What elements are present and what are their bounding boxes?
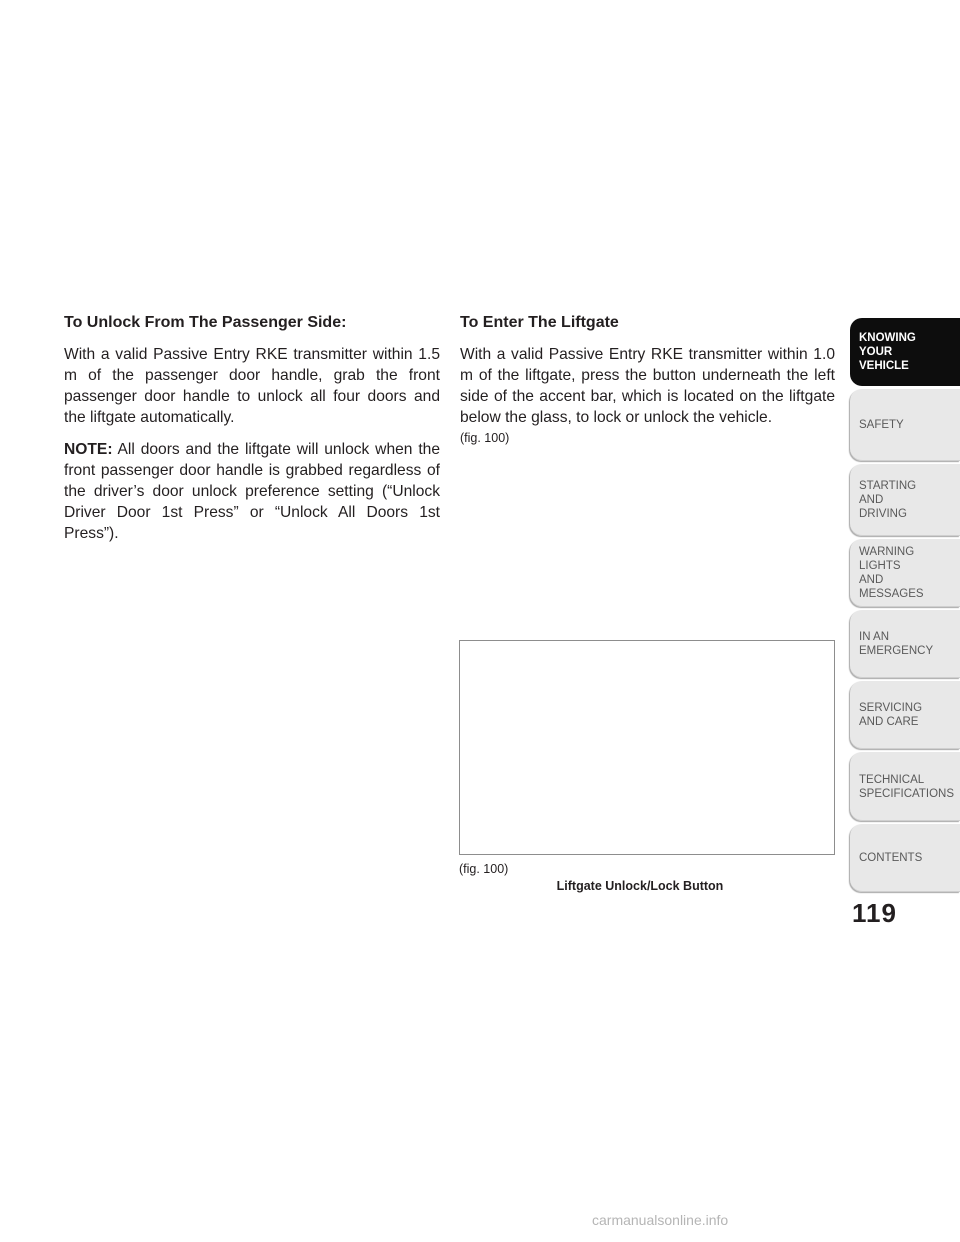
watermark: carmanualsonline.info: [592, 1212, 729, 1228]
note-text: All doors and the liftgate will unlock when the front passenger door handle is grabbed regardless of the driver’s door unlock preference setting (“Unlock Driver Door 1st Press” or “Unlock All Doors 1st Press”).: [64, 441, 440, 542]
figure-caption: Liftgate Unlock/Lock Button: [556, 879, 724, 893]
figure-reference: (fig. 100): [460, 431, 510, 445]
section-heading-liftgate: To Enter The Liftgate: [460, 314, 619, 331]
tab-safety[interactable]: SAFETY: [850, 389, 960, 461]
chapter-tabs: [850, 318, 960, 895]
body-paragraph: With a valid Passive Entry RKE transmitter within 1.5 m of the passenger door handle, grab the front passenger door handle to unlock all four doors and the liftgate automatically.: [64, 346, 440, 426]
tab-servicing-and-care[interactable]: SERVICING AND CARE: [850, 681, 960, 749]
tab-warning-lights[interactable]: WARNING LIGHTS AND MESSAGES: [850, 539, 960, 607]
figure-label: (fig. 100): [459, 862, 509, 876]
right-column: [460, 312, 835, 449]
figure-image-frame: [459, 640, 835, 855]
section-heading-passenger-unlock: To Unlock From The Passenger Side:: [64, 314, 347, 331]
tab-technical-specifications[interactable]: TECHNICAL SPECIFICATIONS: [850, 752, 960, 821]
tab-contents[interactable]: CONTENTS: [850, 824, 960, 892]
body-paragraph: With a valid Passive Entry RKE transmitter within 1.0 m of the liftgate, press the button underneath the left side of the accent bar, which is located on the liftgate below the glass, to lock or unlock the vehicle.: [460, 346, 835, 426]
left-column: [64, 312, 440, 555]
tab-in-an-emergency[interactable]: IN AN EMERGENCY: [850, 610, 960, 678]
note-label: NOTE:: [64, 441, 113, 458]
page-number: 119: [852, 898, 897, 928]
note-paragraph: [64, 439, 440, 544]
tab-knowing-your-vehicle[interactable]: KNOWING YOUR VEHICLE: [850, 318, 960, 386]
tab-starting-and-driving[interactable]: STARTING AND DRIVING: [850, 464, 960, 536]
